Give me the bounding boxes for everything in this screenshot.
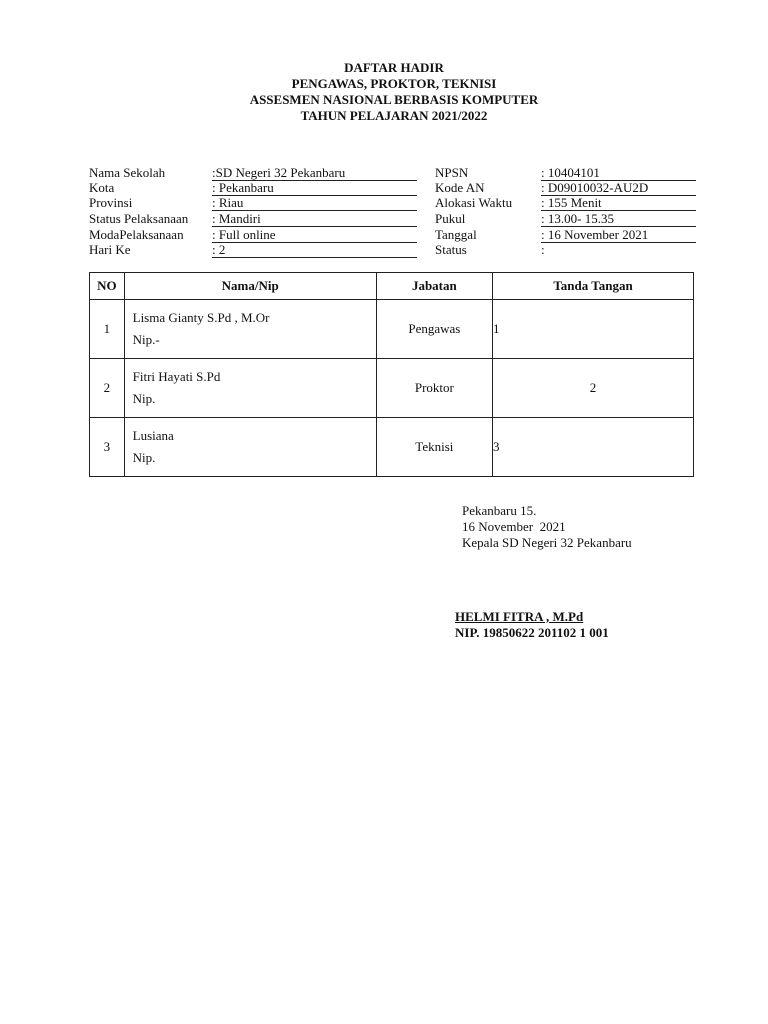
cell-name xyxy=(124,300,376,359)
title-line-3: ASSESMEN NASIONAL BERBASIS KOMPUTER xyxy=(249,92,539,107)
info-value: : 2 xyxy=(212,242,417,258)
closing-date: 16 November 2021 xyxy=(462,519,566,534)
signature-block xyxy=(455,609,609,641)
cell-jabatan: Pengawas xyxy=(376,300,492,359)
info-label: ModaPelaksanaan xyxy=(89,227,184,242)
info-label: Tanggal xyxy=(435,227,477,242)
info-value: : 10404101 xyxy=(541,165,696,181)
info-value: : xyxy=(541,242,545,257)
info-label: Alokasi Waktu xyxy=(435,195,513,210)
signer-name: HELMI FITRA , M.Pd xyxy=(455,609,584,624)
cell-name xyxy=(124,359,376,418)
info-label: Kode AN xyxy=(435,180,485,195)
title-line-2: PENGAWAS, PROKTOR, TEKNISI xyxy=(291,76,497,91)
signer-nip: NIP. 19850622 201102 1 001 xyxy=(455,625,609,640)
cell-no: 2 xyxy=(90,359,125,418)
header-no: NO xyxy=(90,273,125,300)
header-tanda-tangan: Tanda Tangan xyxy=(493,273,694,300)
header-jabatan: Jabatan xyxy=(376,273,492,300)
table-header-row xyxy=(90,273,694,300)
title-line-1: DAFTAR HADIR xyxy=(344,60,444,75)
cell-name xyxy=(124,418,376,477)
info-value: : 155 Menit xyxy=(541,195,696,211)
cell-signature: 1 xyxy=(493,300,694,359)
table-row xyxy=(90,359,694,418)
cell-signature: 3 xyxy=(493,418,694,477)
person-nip: Nip.- xyxy=(132,332,160,347)
header-nama-nip: Nama/Nip xyxy=(124,273,376,300)
info-value: : D09010032-AU2D xyxy=(541,180,696,196)
closing-place: Pekanbaru 15. xyxy=(462,503,537,518)
info-label: Status Pelaksanaan xyxy=(89,211,189,226)
person-name: Lisma Gianty S.Pd , M.Or xyxy=(132,310,270,325)
info-label: Nama Sekolah xyxy=(89,165,166,180)
info-right xyxy=(435,165,700,265)
closing-place-date xyxy=(462,503,632,551)
person-nip: Nip. xyxy=(132,391,156,406)
info-left xyxy=(89,165,419,265)
document-title xyxy=(0,60,768,124)
info-label: Hari Ke xyxy=(89,242,131,257)
person-name: Fitri Hayati S.Pd xyxy=(132,369,221,384)
info-label: Pukul xyxy=(435,211,466,226)
info-value: : Full online xyxy=(212,227,417,243)
info-label: Kota xyxy=(89,180,115,195)
info-value: : Mandiri xyxy=(212,211,417,227)
cell-no: 3 xyxy=(90,418,125,477)
attendance-table xyxy=(89,272,694,477)
cell-signature: 2 xyxy=(493,359,694,418)
cell-no: 1 xyxy=(90,300,125,359)
title-line-4: TAHUN PELAJARAN 2021/2022 xyxy=(300,108,488,123)
closing-role: Kepala SD Negeri 32 Pekanbaru xyxy=(462,535,632,550)
table-row xyxy=(90,300,694,359)
info-value: : Riau xyxy=(212,195,417,211)
person-name: Lusiana xyxy=(132,428,174,443)
info-label: Status xyxy=(435,242,467,257)
table-row xyxy=(90,418,694,477)
info-value: : 16 November 2021 xyxy=(541,227,696,243)
cell-jabatan: Teknisi xyxy=(376,418,492,477)
person-nip: Nip. xyxy=(132,450,156,465)
info-value: : Pekanbaru xyxy=(212,180,417,196)
info-label: NPSN xyxy=(435,165,469,180)
info-value: : 13.00- 15.35 xyxy=(541,211,696,227)
info-value: :SD Negeri 32 Pekanbaru xyxy=(212,165,417,181)
info-label: Provinsi xyxy=(89,195,133,210)
cell-jabatan: Proktor xyxy=(376,359,492,418)
